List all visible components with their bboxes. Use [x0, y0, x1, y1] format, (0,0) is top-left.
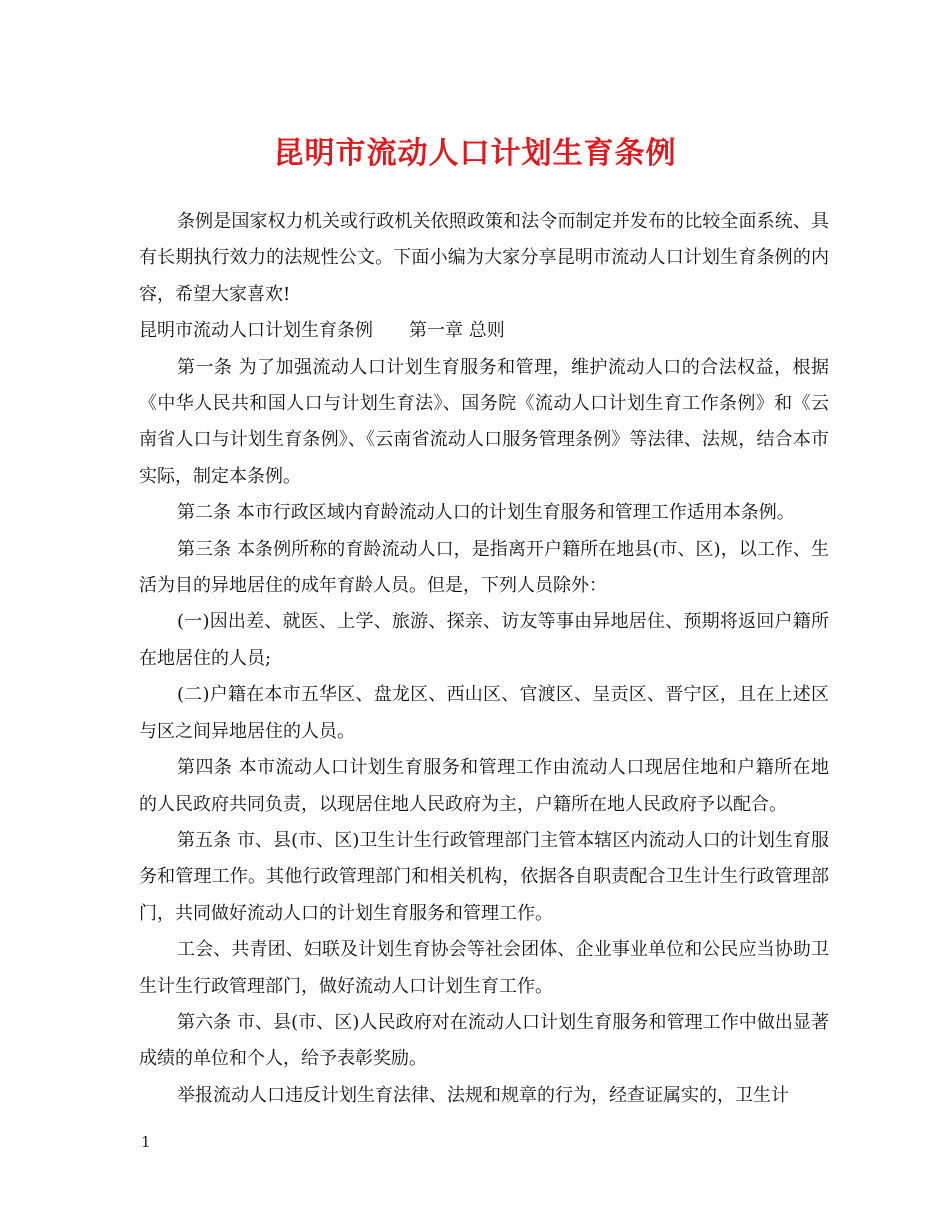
intro-paragraph: 条例是国家权力机关或行政机关依照政策和法令而制定并发布的比较全面系统、具有长期执行效力的法规性公文。下面小编为大家分享昆明市流动人口计划生育条例的内容，希望大家喜欢!: [139, 211, 829, 305]
article-paragraph: 第六条 市、县(市、区)人民政府对在流动人口计划生育服务和管理工作中做出显著成绩的单位和个人，给予表彰奖励。: [139, 1011, 829, 1070]
article-paragraph: 举报流动人口违反计划生育法律、法规和规章的行为，经查证属实的，卫生计: [177, 1084, 789, 1106]
document-body: [139, 204, 829, 1114]
article-paragraph: (一)因出差、就医、上学、旅游、探亲、访友等事由异地居住、预期将返回户籍所在地居住的人员;: [139, 611, 829, 669]
article-paragraph: 工会、共青团、妇联及计划生育协会等社会团体、企业事业单位和公民应当协助卫生计生行政管理部门，做好流动人口计划生育工作。: [139, 939, 829, 997]
heading-chapter: 第一章 总则: [409, 320, 505, 342]
article-paragraph: 第二条 本市行政区域内育龄流动人口的计划生育服务和管理工作适用本条例。: [177, 502, 795, 524]
page-number: 1: [141, 1133, 151, 1151]
article-paragraph: (二)户籍在本市五华区、盘龙区、西山区、官渡区、呈贡区、晋宁区，且在上述区与区之间异地居住的人员。: [139, 684, 829, 742]
article-paragraph: 第三条 本条例所称的育龄流动人口，是指离开户籍所在地县(市、区)，以工作、生活为目的异地居住的成年育龄人员。但是，下列人员除外：: [139, 538, 829, 597]
document-title: 昆明市流动人口计划生育条例: [273, 136, 677, 171]
article-paragraph: 第一条 为了加强流动人口计划生育服务和管理，维护流动人口的合法权益，根据《中华人民共和国人口与计划生育法》、国务院《流动人口计划生育工作条例》和《云南省人口与计划生育条例》、《云南省流动人口服务管理条例》等法律、法规，结合本市实际，制定本条例。: [139, 356, 829, 487]
article-paragraph: 第五条 市、县(市、区)卫生计生行政管理部门主管本辖区内流动人口的计划生育服务和管理工作。其他行政管理部门和相关机构，依据各自职责配合卫生计生行政管理部门，共同做好流动人口的计划生育服务和管理工作。: [139, 829, 829, 924]
article-paragraph: 第四条 本市流动人口计划生育服务和管理工作由流动人口现居住地和户籍所在地的人民政府共同负责，以现居住地人民政府为主，户籍所在地人民政府予以配合。: [139, 757, 829, 815]
heading-name: 昆明市流动人口计划生育条例: [139, 320, 373, 342]
section-heading: [139, 313, 829, 349]
